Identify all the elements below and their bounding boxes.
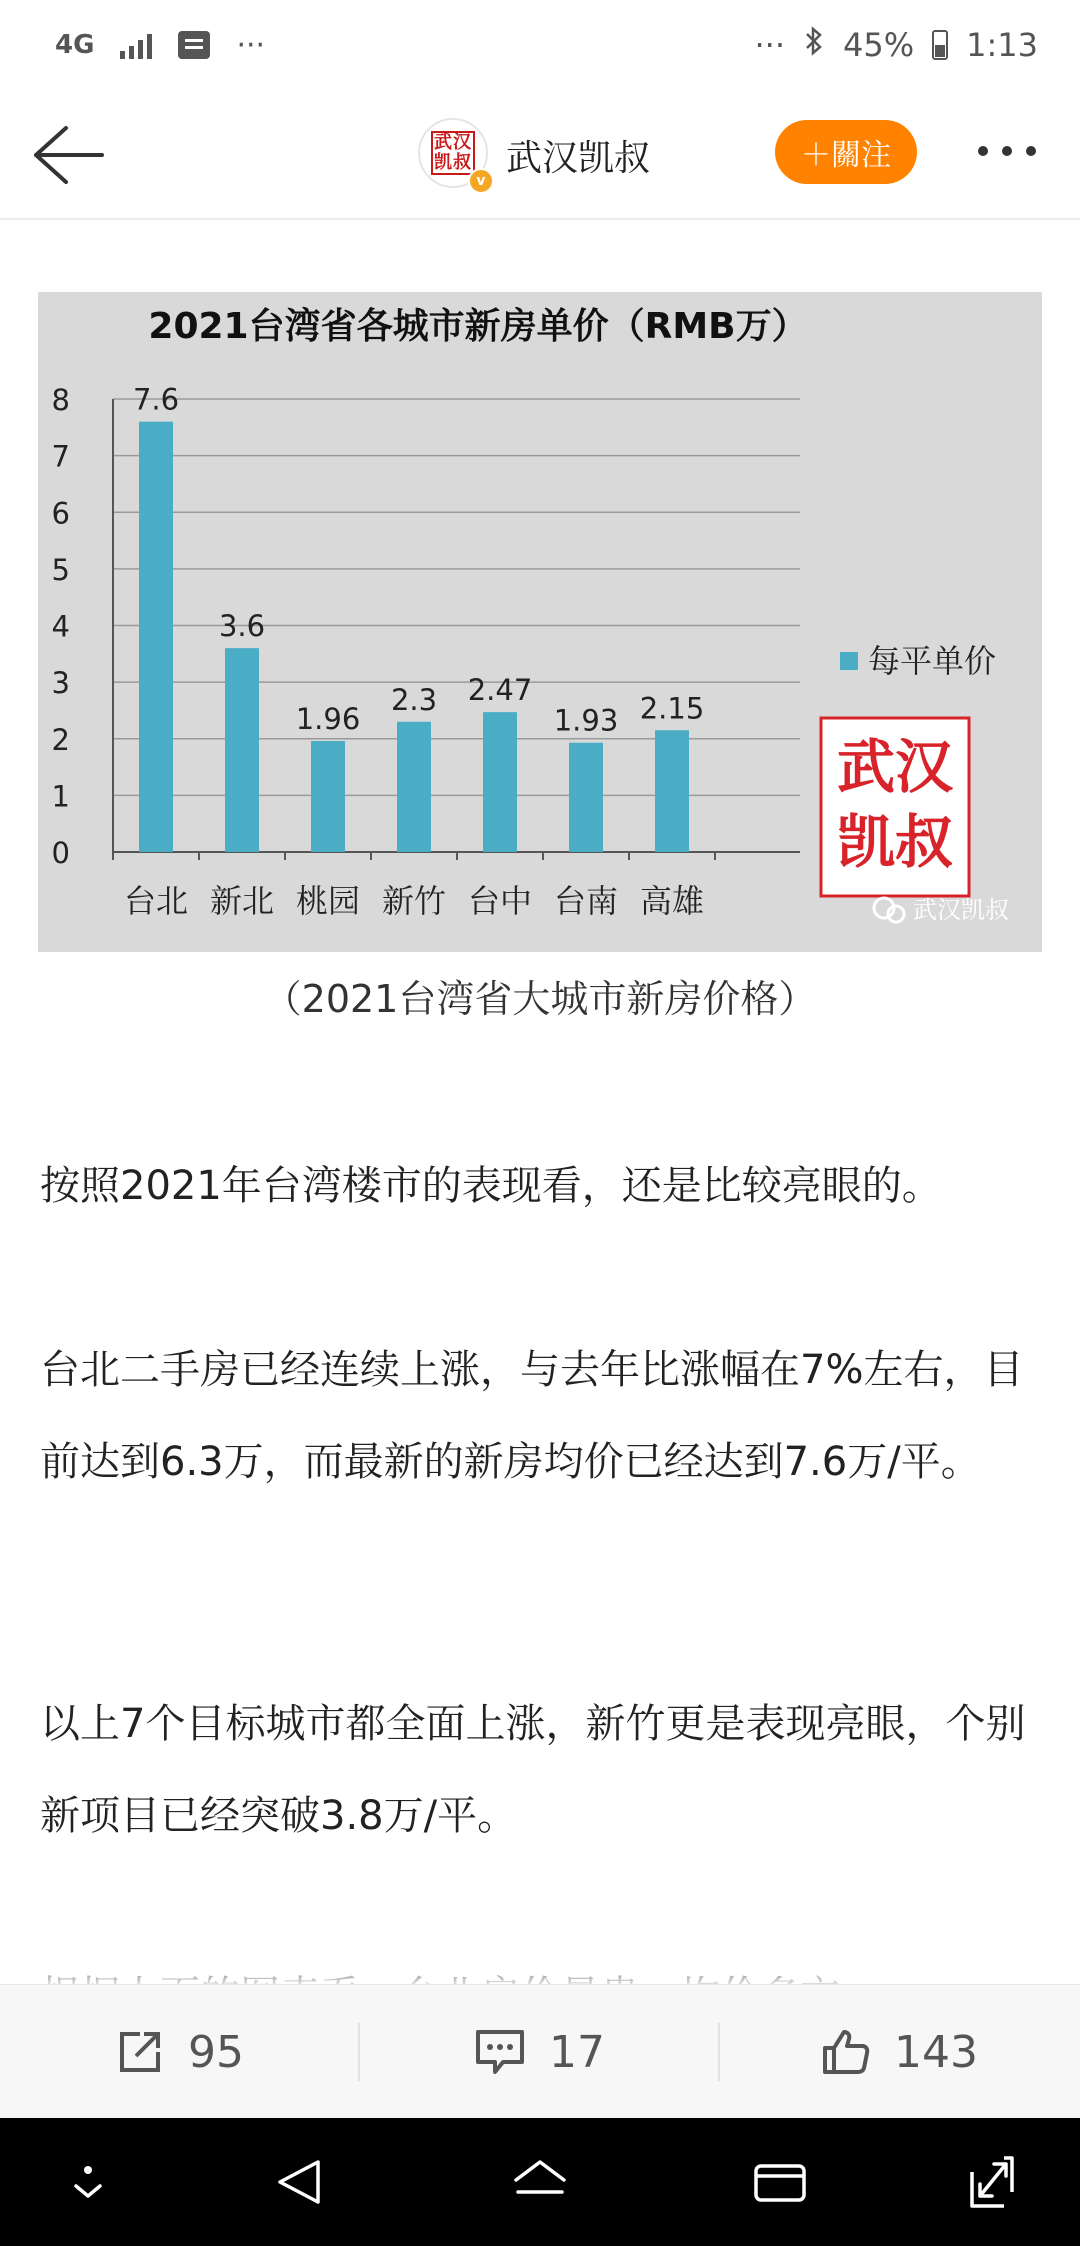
bar — [311, 741, 345, 852]
y-tick-label: 3 — [51, 666, 70, 701]
bar — [655, 730, 689, 852]
bar-value-label: 1.96 — [295, 702, 361, 737]
signal-icon — [120, 31, 152, 59]
bar-value-label: 3.6 — [218, 609, 266, 644]
system-nav-bar — [0, 2118, 1080, 2246]
chevron-down-icon — [58, 2152, 118, 2212]
x-tick-label: 高雄 — [639, 882, 705, 920]
article-header — [0, 90, 1080, 220]
legend-label: 每平单价 — [868, 642, 997, 680]
thumbs-up-icon — [820, 2026, 872, 2078]
y-tick-label: 0 — [51, 836, 70, 870]
bar-value-label: 2.47 — [467, 673, 533, 708]
follow-button[interactable]: ＋關注 — [775, 120, 917, 184]
account-name[interactable]: 武汉凯叔 — [506, 138, 651, 179]
y-tick-label: 8 — [51, 383, 70, 417]
nav-recents-button[interactable] — [750, 2152, 810, 2212]
verified-badge-icon: v — [468, 168, 494, 194]
comment-icon — [473, 2026, 527, 2078]
back-arrow-icon — [28, 120, 108, 190]
share-icon — [114, 2026, 166, 2078]
watermark-stamp — [821, 718, 969, 896]
x-tick-label: 桃园 — [295, 882, 361, 920]
y-tick-label: 7 — [51, 439, 70, 474]
bar-value-label: 7.6 — [132, 382, 180, 417]
more-status-icon: ··· — [754, 26, 786, 64]
y-tick-label: 4 — [51, 609, 70, 644]
chart-legend — [840, 642, 996, 680]
bar — [397, 722, 431, 852]
comment-button[interactable] — [360, 1985, 718, 2119]
battery-percent: 45% — [843, 26, 915, 64]
paragraph-2: 台北二手房已经连续上涨，与去年比涨幅在7%左右，目前达到6.3万，而最新的新房均价已经达到7.6万/平。 — [40, 1347, 1024, 1485]
expand-icon — [958, 2152, 1018, 2212]
chart-y-ticks — [52, 383, 70, 870]
network-type-icon: 4G — [55, 30, 95, 60]
back-button[interactable] — [28, 120, 108, 190]
home-icon — [510, 2152, 570, 2212]
clock: 1:13 — [966, 26, 1038, 64]
like-button[interactable] — [720, 1985, 1078, 2119]
x-tick-label: 新竹 — [381, 882, 447, 920]
y-tick-label: 2 — [51, 722, 70, 757]
bar — [569, 743, 603, 852]
share-button[interactable] — [0, 1985, 358, 2119]
bar — [139, 422, 173, 852]
chart-x-ticks — [124, 882, 704, 920]
y-tick-label: 1 — [51, 779, 70, 814]
chart-title: 2021台湾省各城市新房单价（RMB万） — [148, 306, 808, 347]
svg-text:武汉: 武汉 — [836, 733, 954, 801]
x-tick-label: 新北 — [209, 882, 275, 920]
y-tick-label: 6 — [51, 496, 70, 531]
paragraph-1: 按照2021年台湾楼市的表现看，还是比较亮眼的。 — [40, 1163, 942, 1209]
battery-icon — [932, 30, 948, 60]
recents-icon — [750, 2152, 810, 2212]
legend-swatch — [840, 652, 858, 670]
bar-value-label: 2.15 — [639, 691, 705, 726]
more-options-icon[interactable] — [978, 146, 1036, 156]
nav-back-button[interactable] — [270, 2152, 330, 2212]
chart-bars — [133, 383, 704, 852]
y-tick-label: 5 — [51, 552, 70, 587]
x-tick-label: 台北 — [123, 882, 189, 920]
x-tick-label: 台南 — [553, 882, 619, 920]
wechat-watermark — [874, 896, 1009, 924]
x-tick-label: 台中 — [467, 882, 533, 920]
nav-expand-button[interactable] — [958, 2152, 1018, 2212]
chart-gridlines — [113, 399, 800, 860]
avatar-seal: 武汉凯叔 — [431, 131, 475, 175]
comment-count: 17 — [549, 2026, 605, 2078]
paragraph-3: 以上7个目标城市都全面上涨，新竹更是表现亮眼，个别新项目已经突破3.8万/平。 — [40, 1701, 1026, 1839]
collapse-nav-button[interactable] — [58, 2152, 118, 2212]
triangle-back-icon — [270, 2152, 330, 2212]
bluetooth-icon — [803, 25, 825, 65]
wechat-watermark-text: 武汉凯叔 — [913, 896, 1009, 924]
bar — [483, 712, 517, 852]
chart-caption: （2021台湾省大城市新房价格） — [263, 977, 817, 1021]
more-notifications-icon: ··· — [236, 27, 266, 63]
bar-value-label: 2.3 — [390, 682, 438, 717]
message-notification-icon — [178, 31, 210, 59]
status-bar — [0, 0, 1080, 90]
chart-image[interactable] — [38, 292, 1042, 952]
bar-chart — [38, 292, 1042, 952]
bar — [225, 648, 259, 852]
share-count: 95 — [188, 2026, 244, 2078]
like-count: 143 — [894, 2026, 978, 2078]
nav-home-button[interactable] — [510, 2152, 570, 2212]
bar-value-label: 1.93 — [553, 703, 619, 738]
action-bar — [0, 1984, 1080, 2119]
svg-text:凯叔: 凯叔 — [836, 808, 954, 876]
